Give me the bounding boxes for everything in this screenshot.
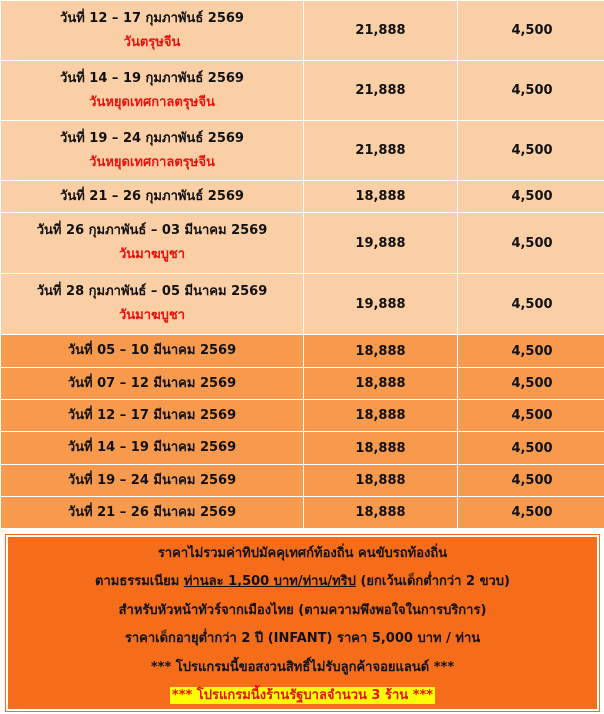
- price-cell: 18,888: [304, 432, 458, 465]
- extra-price-cell: 4,500: [458, 121, 604, 181]
- price-cell: 18,888: [304, 497, 458, 529]
- table-row: [1, 335, 604, 368]
- footer-line-shops: [8, 682, 597, 710]
- holiday-label: วันมาฆบูชา: [118, 247, 186, 262]
- extra-price-cell: 4,500: [458, 181, 604, 213]
- extra-price-cell: 4,500: [458, 61, 604, 121]
- date-cell: [1, 1, 304, 61]
- holiday-label: วันหยุดเทศกาลตรุษจีน: [89, 154, 215, 170]
- date-cell: [1, 368, 304, 400]
- holiday-label: วันตรุษจีน: [123, 34, 181, 50]
- footer-line-infant-price: ราคาเด็กอายุต่ำกว่า 2 ปี (INFANT) ราคา 5,000 บาท / ท่าน: [124, 631, 481, 647]
- holiday-label: วันหยุดเทศกาลตรุษจีน: [89, 94, 215, 110]
- date-text: วันที่ 21 – 26 มีนาคม 2569: [67, 504, 237, 520]
- extra-price-cell: 4,500: [458, 1, 604, 61]
- date-text: วันที่ 28 กุมภาพันธ์ – 05 มีนาคม 2569: [36, 284, 268, 299]
- table-row: [1, 61, 604, 121]
- price-cell: 18,888: [304, 465, 458, 497]
- date-cell: [1, 465, 304, 497]
- extra-price-cell: 4,500: [458, 368, 604, 400]
- price-cell: 19,888: [304, 274, 458, 335]
- footer-line-tour-leader: สำหรับหัวหน้าทัวร์จากเมืองไทย (ตามความพึงพอใจในการบริการ): [118, 602, 487, 618]
- tip-rate-amount: ท่านละ 1,500 บาท/ท่าน/ทริป: [183, 574, 356, 590]
- footer-line-tip-rate: [8, 568, 597, 596]
- date-text: วันที่ 14 – 19 มีนาคม 2569: [67, 440, 237, 455]
- extra-price-cell: 4,500: [458, 213, 604, 274]
- date-cell: [1, 213, 304, 274]
- date-cell: [1, 400, 304, 432]
- footer-notes: [6, 535, 599, 711]
- table-row: [1, 1, 604, 61]
- price-cell: 18,888: [304, 368, 458, 400]
- tip-rate-prefix: ตามธรรมเนียม: [95, 574, 184, 590]
- tip-rate-suffix: (ยกเว้นเด็กต่ำกว่า 2 ขวบ): [355, 574, 510, 590]
- extra-price-cell: 4,500: [458, 400, 604, 432]
- date-cell: [1, 121, 304, 181]
- price-cell: 18,888: [304, 181, 458, 213]
- date-cell: [1, 335, 304, 368]
- footer-line-no-joinland: *** โปรแกรมนี้ขอสงวนสิทธิ์ไม่รับลูกค้าจอยแลนด์ ***: [150, 659, 455, 675]
- table-row: [1, 400, 604, 432]
- date-cell: [1, 61, 304, 121]
- price-cell: 18,888: [304, 335, 458, 368]
- date-cell: [1, 274, 304, 335]
- table-row: [1, 181, 604, 213]
- price-cell: 21,888: [304, 1, 458, 61]
- date-text: วันที่ 19 – 24 มีนาคม 2569: [67, 472, 237, 488]
- table-row: [1, 432, 604, 465]
- table-row: [1, 368, 604, 400]
- date-text: วันที่ 26 กุมภาพันธ์ – 03 มีนาคม 2569: [36, 223, 268, 238]
- date-cell: [1, 497, 304, 529]
- date-cell: [1, 432, 304, 465]
- date-text: วันที่ 14 – 19 กุมภาพันธ์ 2569: [60, 70, 244, 86]
- holiday-label: วันมาฆบูชา: [118, 308, 186, 323]
- date-text: วันที่ 19 – 24 กุมภาพันธ์ 2569: [60, 130, 244, 146]
- extra-price-cell: 4,500: [458, 497, 604, 529]
- date-text: วันที่ 07 – 12 มีนาคม 2569: [67, 375, 237, 391]
- table-row: [1, 274, 604, 335]
- date-cell: [1, 181, 304, 213]
- footer-line-tips: ราคาไม่รวมค่าทิปมัคคุเทศก์ท้องถิ่น คนขับรถท้องถิ่น: [157, 546, 448, 561]
- extra-price-cell: 4,500: [458, 274, 604, 335]
- table-row: [1, 213, 604, 274]
- date-text: วันที่ 21 – 26 กุมภาพันธ์ 2569: [60, 188, 244, 204]
- table-row: [1, 121, 604, 181]
- extra-price-cell: 4,500: [458, 335, 604, 368]
- extra-price-cell: 4,500: [458, 432, 604, 465]
- price-cell: 21,888: [304, 61, 458, 121]
- table-row: [1, 497, 604, 529]
- price-cell: 21,888: [304, 121, 458, 181]
- extra-price-cell: 4,500: [458, 465, 604, 497]
- price-cell: 18,888: [304, 400, 458, 432]
- date-text: วันที่ 05 – 10 มีนาคม 2569: [67, 343, 237, 358]
- date-text: วันที่ 12 – 17 มีนาคม 2569: [67, 407, 237, 423]
- table-row: [1, 465, 604, 497]
- date-text: วันที่ 12 – 17 กุมภาพันธ์ 2569: [60, 10, 244, 26]
- shops-highlight: *** โปรแกรมนี้งร้านรัฐบาลจำนวน 3 ร้าน ***: [171, 688, 434, 704]
- price-cell: 19,888: [304, 213, 458, 274]
